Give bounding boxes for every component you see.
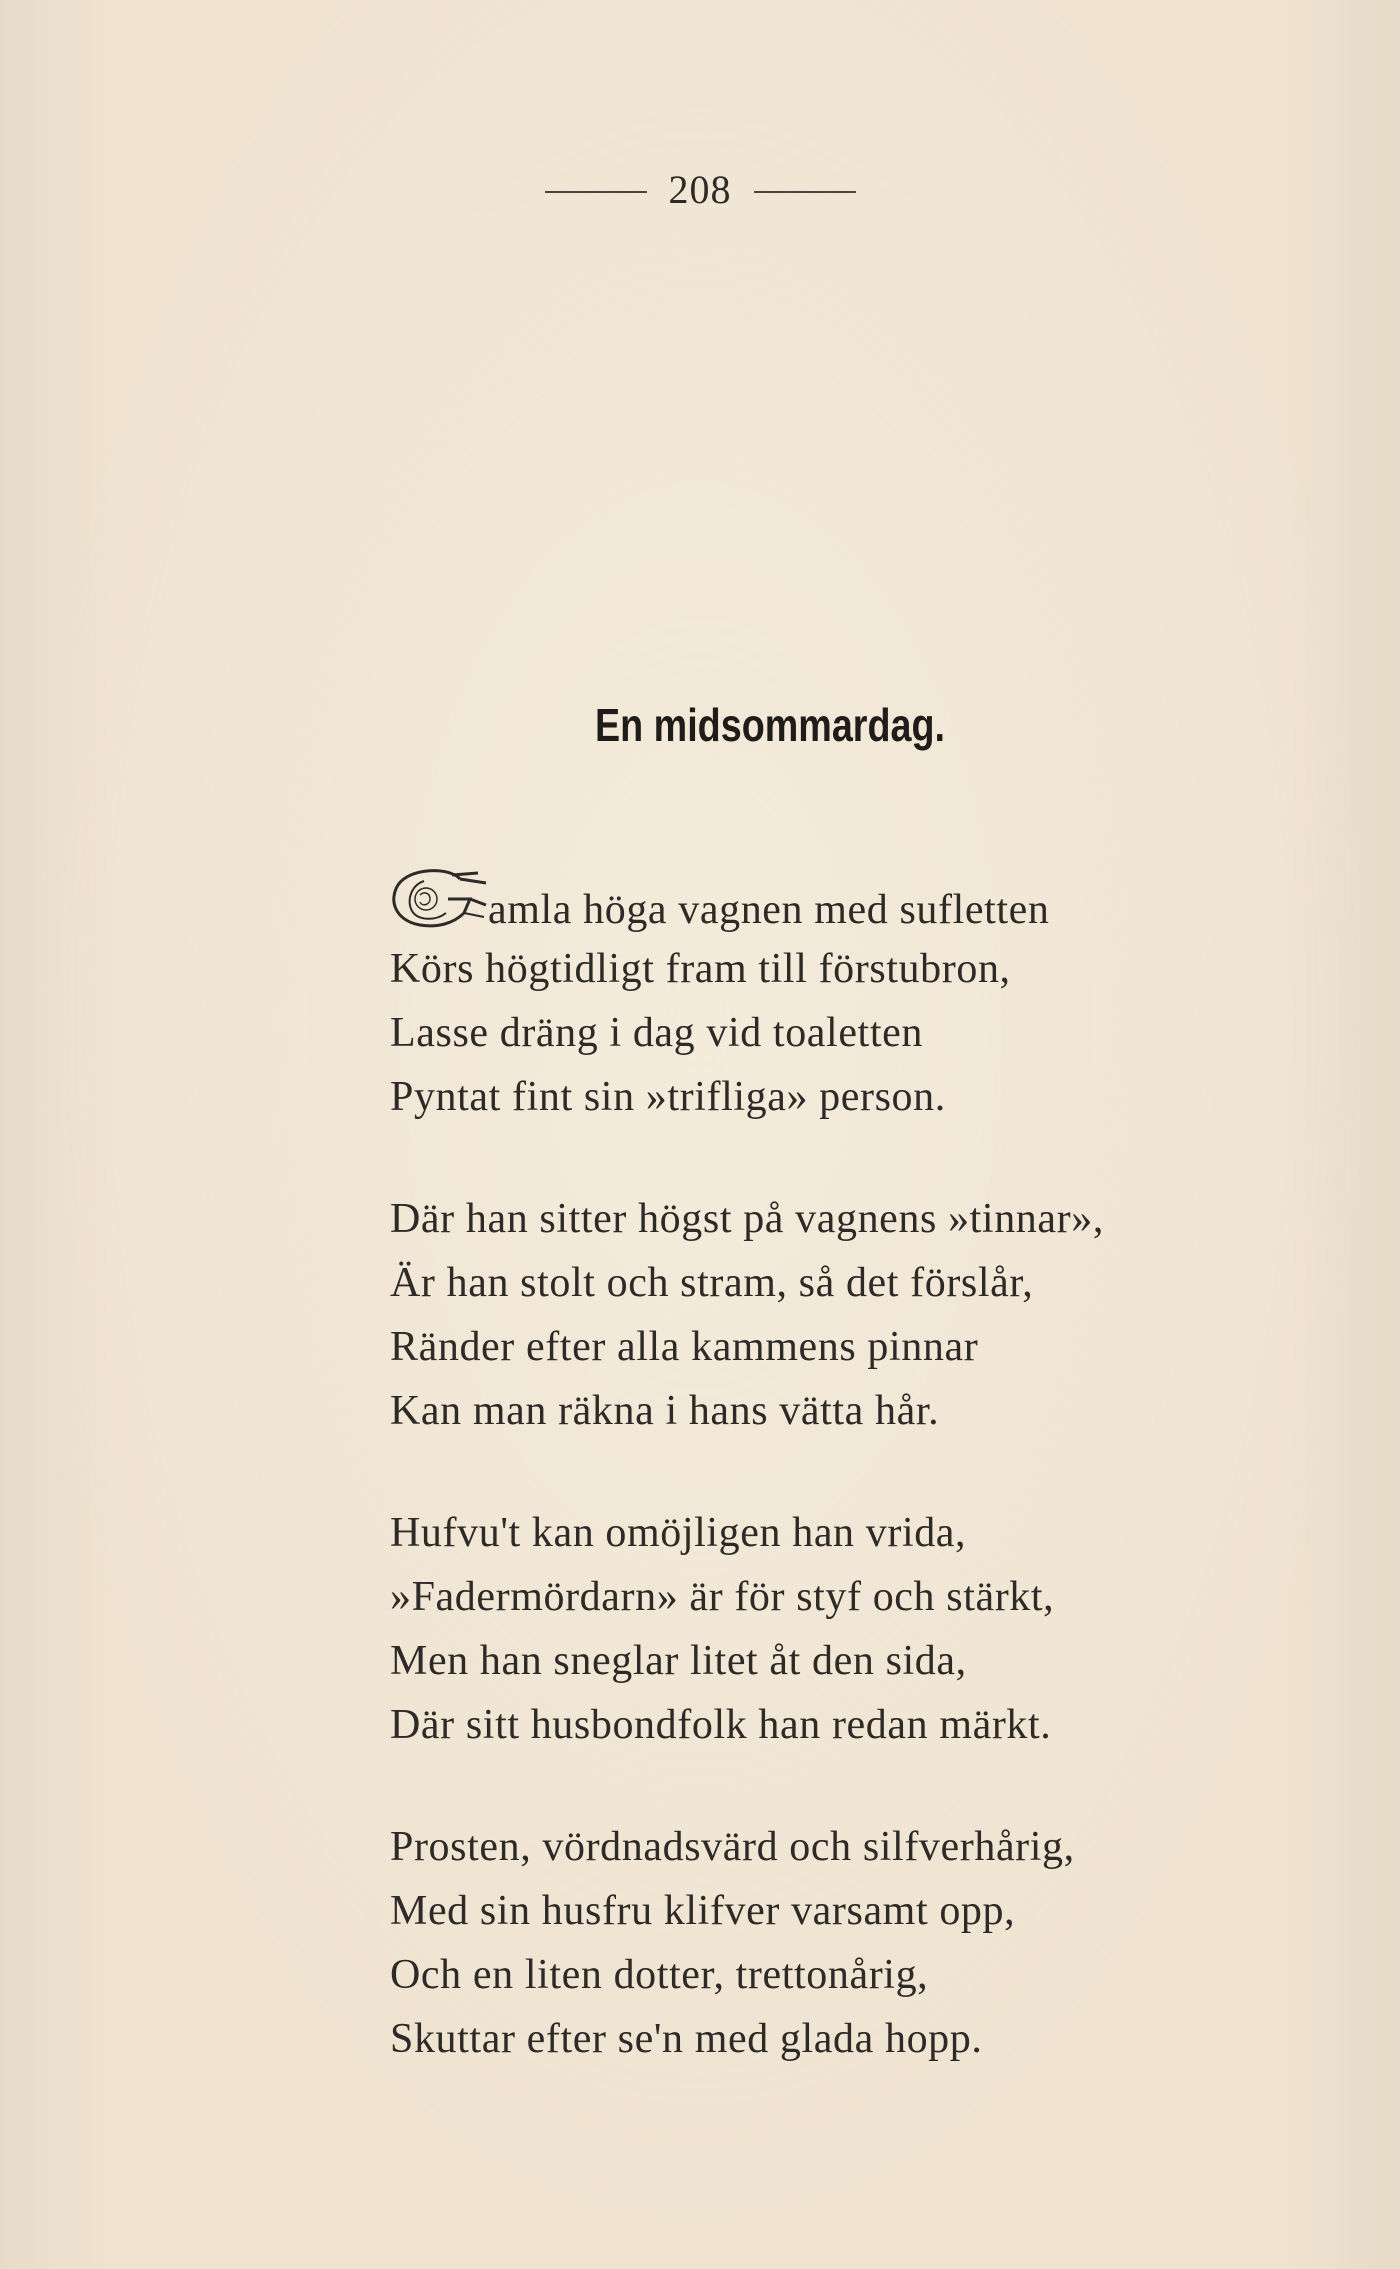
stanza-4-line-2: Med sin husfru klifver varsamt opp, bbox=[390, 1888, 1016, 1934]
left-rule bbox=[545, 191, 647, 193]
stanza-2 bbox=[390, 1187, 1290, 1443]
stanza-4-line-3: Och en liten dotter, trettonårig, bbox=[390, 1952, 929, 1998]
right-rule bbox=[754, 191, 856, 193]
page-number: 208 bbox=[668, 167, 732, 212]
stanza-3-line-4: Där sitt husbondfolk han redan märkt. bbox=[390, 1702, 1052, 1748]
stanza-1-line-2: Körs högtidligt fram till förstubron, bbox=[390, 946, 1011, 992]
stanza-1-line-3: Lasse dräng i dag vid toaletten bbox=[390, 1010, 923, 1056]
stanza-4-line-4: Skuttar efter se'n med glada hopp. bbox=[390, 2016, 983, 2062]
stanza-2-line-1: Där han sitter högst på vagnens »tinnar», bbox=[390, 1196, 1104, 1242]
stanza-3-line-2: »Fadermördarn» är för styf och stärkt, bbox=[390, 1574, 1055, 1620]
stanza-4-line-1: Prosten, vördnadsvärd och silfverhårig, bbox=[390, 1824, 1075, 1870]
stanza-2-line-4: Kan man räkna i hans vätta hår. bbox=[390, 1388, 940, 1434]
stanza-3 bbox=[390, 1501, 1290, 1757]
stanza-2-line-3: Ränder efter alla kammens pinnar bbox=[390, 1324, 979, 1370]
page-header bbox=[0, 160, 1400, 220]
stanza-3-line-3: Men han sneglar litet åt den sida, bbox=[390, 1638, 967, 1684]
ornate-initial-icon bbox=[390, 873, 488, 931]
stanza-1-line-4: Pyntat fint sin »trifliga» person. bbox=[390, 1074, 946, 1120]
stanza-1 bbox=[390, 873, 1290, 1129]
stanza-3-line-1: Hufvu't kan omöjligen han vrida, bbox=[390, 1510, 967, 1556]
stanza-1-line-1-text: amla höga vagnen med sufletten bbox=[488, 887, 1050, 933]
stanza-2-line-2: Är han stolt och stram, så det förslår, bbox=[390, 1260, 1034, 1306]
poem-title: En midsommardag. bbox=[594, 699, 946, 751]
poem-body bbox=[390, 873, 1290, 2129]
stanza-1-line-1 bbox=[390, 873, 1290, 937]
stanza-4 bbox=[390, 1815, 1290, 2071]
